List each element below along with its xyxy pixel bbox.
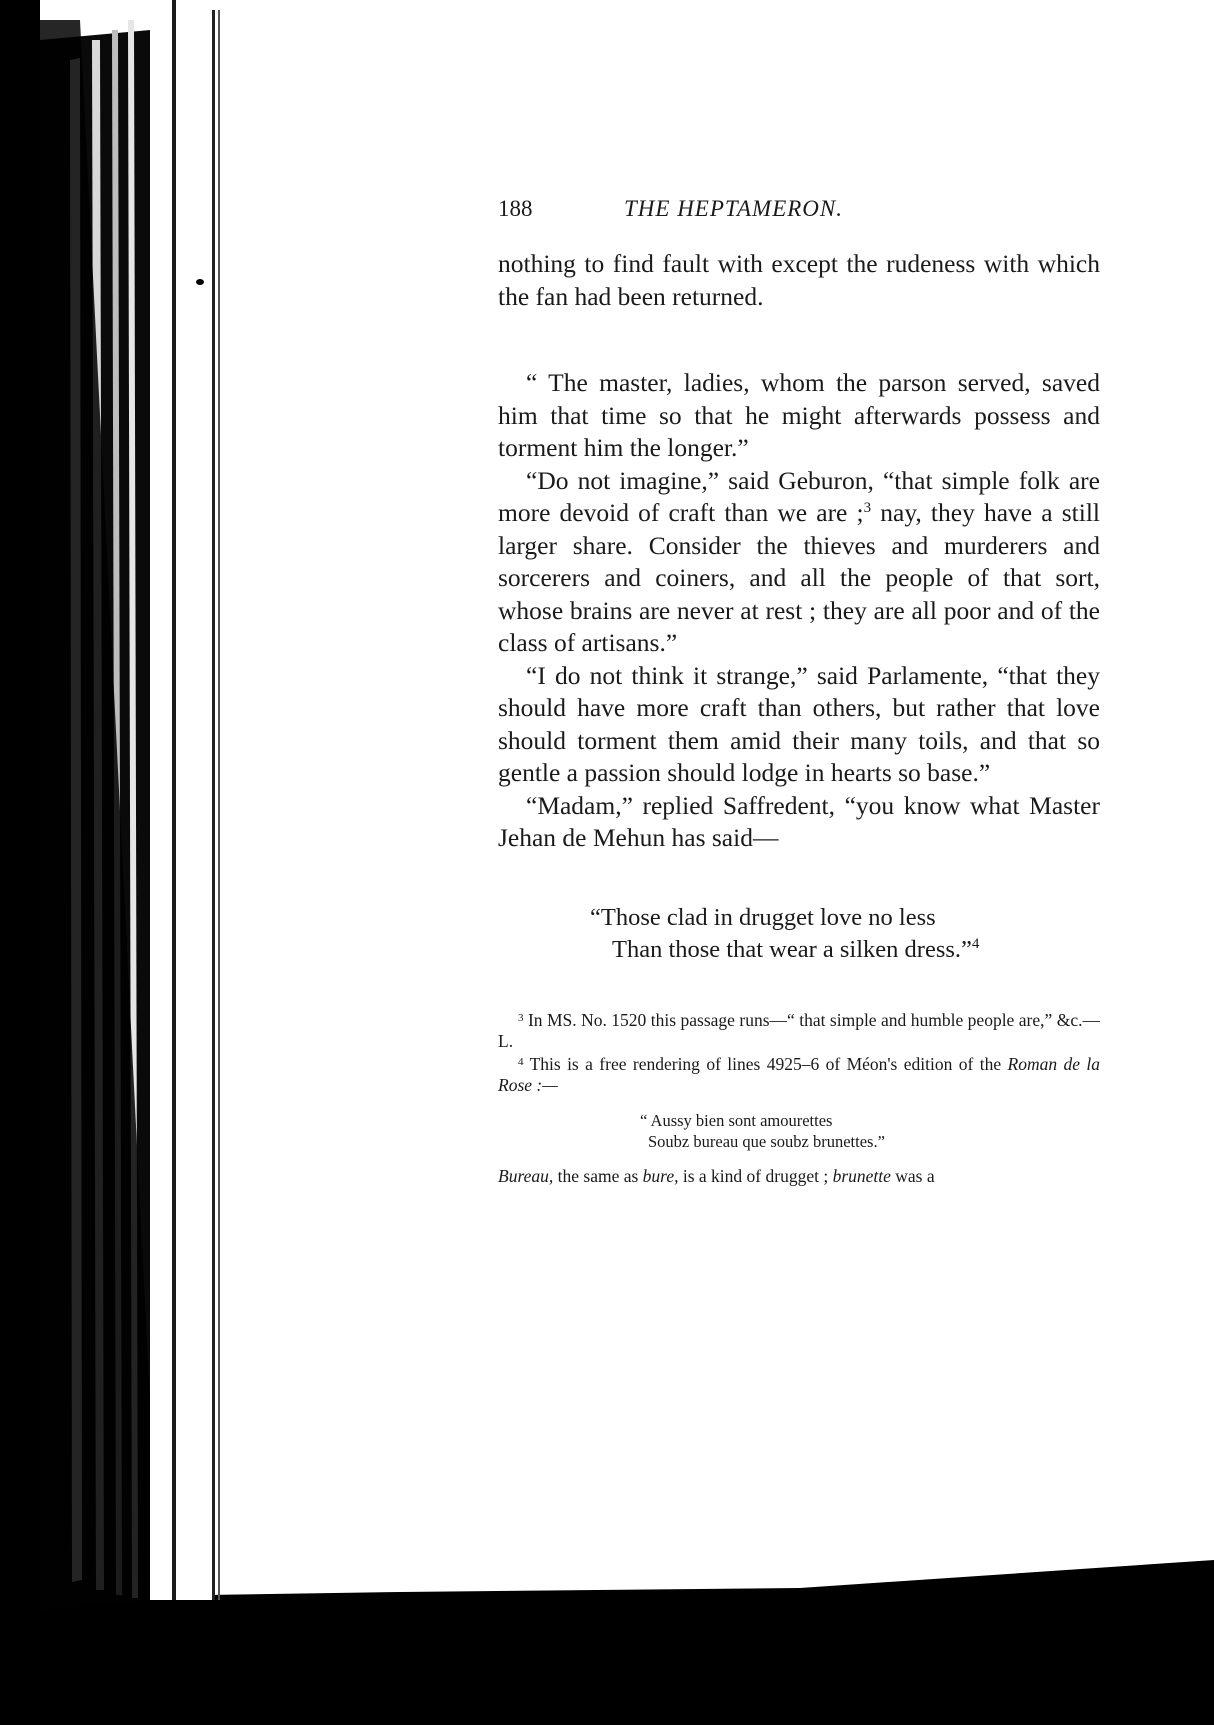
verse-line-2 xyxy=(590,934,979,966)
paragraph-3-part-a: “Do not imagine,” said Geburon, “that simple folk are more devoid of craft than we are ; xyxy=(498,465,1100,527)
footnote-4-text: This is a free rendering of lines 4925–6 of Méon's edition of the xyxy=(523,1054,1008,1074)
footnote-3 xyxy=(498,1008,1100,1052)
term-bureau: Bureau, xyxy=(498,1166,554,1186)
footnote-3-marker: 3 xyxy=(518,1012,524,1024)
footnote-continuation-text-3: was a xyxy=(890,1166,935,1186)
footnote-verse-line-2: Soubz bureau que soubz brunettes.” xyxy=(648,1132,885,1151)
footnote-continuation-text-2: is a kind of drugget ; xyxy=(678,1166,833,1186)
footnote-3-text: In MS. No. 1520 this passage runs—“ that simple and humble people are,” &c.—L. xyxy=(498,1010,1100,1051)
footnote-continuation-text-1: the same as xyxy=(553,1166,643,1186)
footnotes xyxy=(498,1008,1100,1187)
paragraph-3 xyxy=(498,465,1100,660)
paragraph-1: nothing to find fault with except the rudeness with which the fan had been returned. xyxy=(498,249,1100,311)
footnote-ref-4: 4 xyxy=(971,936,980,952)
fold-line-1 xyxy=(172,0,176,1600)
page-number: 188 xyxy=(498,196,533,221)
ink-mark xyxy=(196,279,204,285)
paragraph-5: “Madam,” replied Saffredent, “you know what Master Jehan de Mehun has said— xyxy=(498,790,1100,852)
quoted-verse xyxy=(590,902,979,966)
fold-line-3 xyxy=(218,10,220,1600)
body-text xyxy=(498,248,1100,855)
verse-line-1: “Those clad in drugget love no less xyxy=(590,904,936,931)
term-brunette: brunette xyxy=(832,1166,891,1186)
paragraph-4: “I do not think it strange,” said Parlamente, “that they should have more craft than others, but rather that love should torment them amid their many toils, and that so gentle a passion should lodge in hearts so base.” xyxy=(498,660,1100,787)
footnote-verse xyxy=(640,1110,1100,1152)
footnote-verse-line-1: “ Aussy bien sont amourettes xyxy=(640,1111,833,1130)
paragraph-2: “ The master, ladies, whom the parson served, saved him that time so that he might afterwards possess and torment him the longer.” xyxy=(498,368,1100,462)
footnote-continuation xyxy=(498,1166,1100,1187)
fold-strip-1 xyxy=(150,0,172,1600)
footnote-4-work-title: Roman de la Rose :— xyxy=(498,1054,1100,1095)
running-title: THE HEPTAMERON. xyxy=(624,196,844,221)
footnote-ref-3: 3 xyxy=(863,500,872,516)
paragraph-3-part-b: nay, they have a still larger share. Consider the thieves and murderers and sorcerers and coiners, and all the people of that sort, whose brains are never at rest ; they are all poor and of the class of artisans.” xyxy=(498,498,1100,657)
footnote-4 xyxy=(498,1052,1100,1096)
fold-strip-2 xyxy=(176,0,212,1600)
footnote-4-marker: 4 xyxy=(518,1056,524,1068)
term-bure: bure, xyxy=(642,1166,679,1186)
verse-line-2-text: Than those that wear a silken dress.” xyxy=(612,936,972,963)
left-shadow xyxy=(0,0,40,1725)
fold-line-2 xyxy=(212,10,215,1600)
running-head xyxy=(498,196,1098,230)
